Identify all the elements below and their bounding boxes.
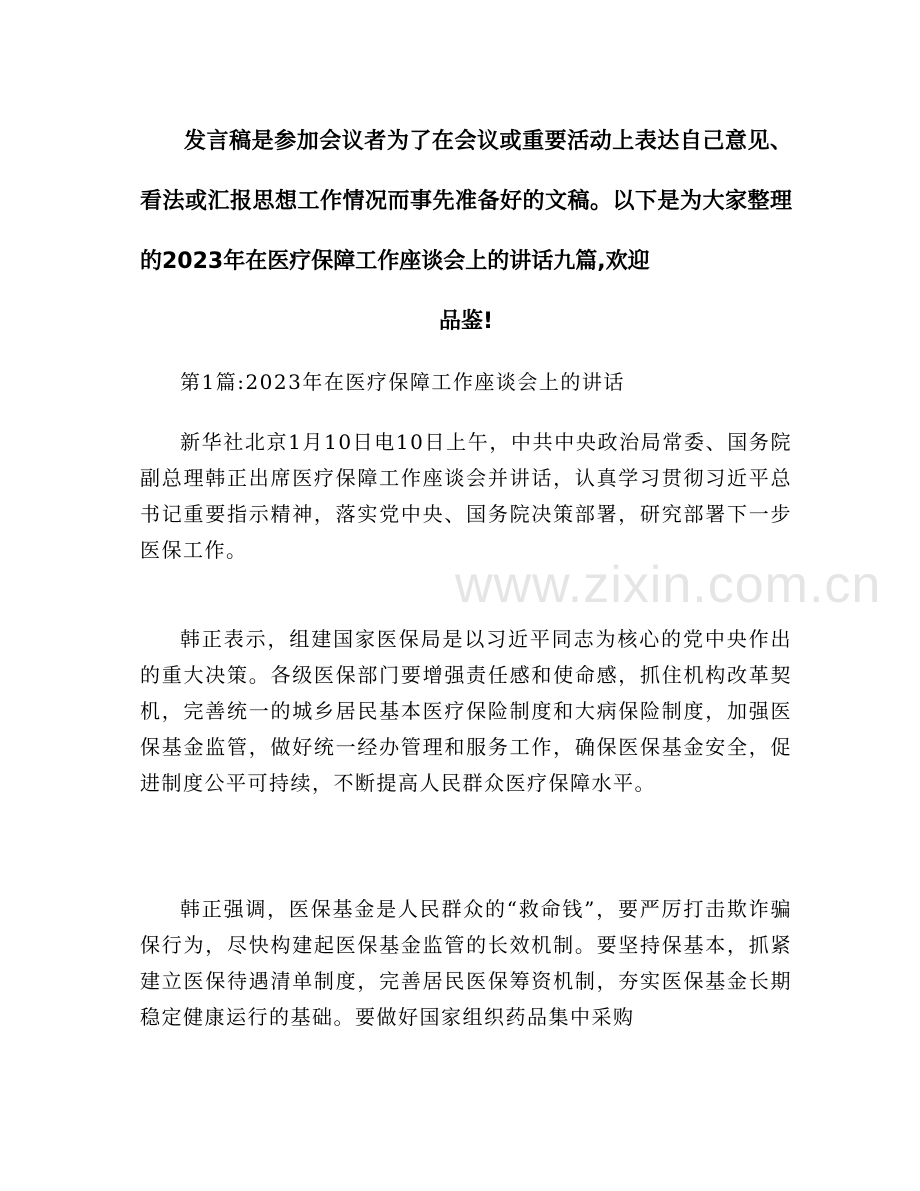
watermark: www.zixin.com.cn [455, 556, 882, 614]
body-paragraph-2: 韩正表示，组建国家医保局是以习近平同志为核心的党中央作出的重大决策。各级医保部门要增强责任感和使命感，抓住机构改革契机，完善统一的城乡居民基本医疗保险制度和大病保险制度，加强医保基金监管，做好统一经办管理和服务工作，确保医保基金安全，促进制度公平可持续，不断提高人民群众医疗保障水平。 [140, 627, 792, 795]
intro-paragraph [140, 112, 792, 352]
intro-tail-text: 品鉴! [438, 309, 494, 334]
body-paragraph-3: 韩正强调，医保基金是人民群众的“救命钱”，要严厉打击欺诈骗保行为，尽快构建起医保基金监管的长效机制。要坚持保基本，抓紧建立医保待遇清单制度，完善居民医保筹资机制，夯实医保基金长期稳定健康运行的基础。要做好国家组织药品集中采购 [140, 897, 792, 1029]
section-heading: 第1篇:2023年在医疗保障工作座谈会上的讲话 [180, 370, 625, 394]
intro-main-text: 发言稿是参加会议者为了在会议或重要活动上表达自己意见、看法或汇报思想工作情况而事先准备好的文稿。以下是为大家整理的2023年在医疗保障工作座谈会上的讲话九篇,欢迎 [140, 129, 792, 274]
body-paragraph-1: 新华社北京1月10日电10日上午，中共中央政治局常委、国务院副总理韩正出席医疗保障工作座谈会并讲话，认真学习贯彻习近平总书记重要指示精神，落实党中央、国务院决策部署，研究部署下一步医保工作。 [140, 430, 792, 562]
